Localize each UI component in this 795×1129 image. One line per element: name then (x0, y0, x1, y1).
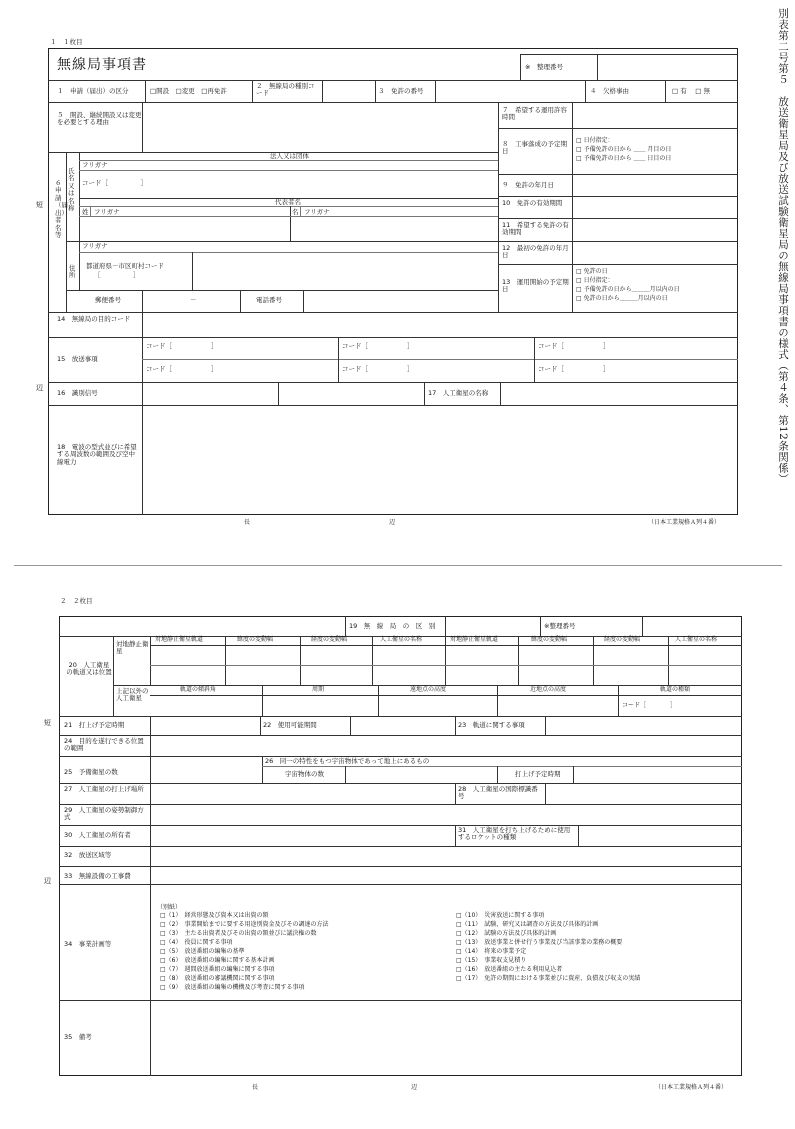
item26-label: 26 同一の特性をもつ宇宙物体であって地上にあるもの (265, 757, 430, 765)
plan-item-6[interactable]: □（6） 放送番組の編集に関する基本計画 (160, 957, 275, 964)
item13-opt-1[interactable]: □ 免許の日 (576, 268, 608, 275)
item19-label: 19 無 線 局 の 区 別 (349, 622, 436, 630)
page1-foot-std: （日本工業規格Ａ列４番） (648, 519, 721, 526)
plan-item-1[interactable]: □（1） 経営形態及び資本又は出資の額 (160, 912, 269, 919)
item16-label: 16 識別信号 (57, 389, 98, 397)
plan-item-2[interactable]: □（2） 事業開始までに要する用途別資金及びその調達の方法 (160, 921, 329, 928)
rep-label: 代表者名 (275, 198, 301, 206)
corp-furigana: フリガナ (82, 161, 108, 169)
item13-opt-3[interactable]: □ 予備免許の日から＿＿＿月以内の日 (576, 286, 680, 293)
item5-label: ５ 開設、継続開設又は変更を必要とする理由 (57, 111, 142, 127)
item15-code-6[interactable]: コード［ ］ (538, 365, 610, 373)
geo-col-1: 対地静止衛星軌道 (155, 636, 204, 643)
space-count-label: 宇宙物体の数 (285, 770, 324, 778)
plan-item-16[interactable]: □（16） 放送番組の主たる利用見込者 (456, 966, 563, 973)
item4-options[interactable]: □ 有 □ 無 (672, 87, 710, 95)
page1-form (48, 48, 738, 515)
plan-item-9[interactable]: □（9） 放送番組の編集の機構及び考査に関する事項 (160, 984, 305, 991)
item13-opt-4[interactable]: □ 免許の日から＿＿＿月以内の日 (576, 295, 668, 302)
postal-dash: － (190, 296, 197, 304)
item7-label: ７ 希望する運用許容時間 (502, 106, 567, 122)
addr-label: 住所 (69, 264, 76, 280)
nongeo-col-2: 周期 (312, 686, 325, 693)
item6-name-label: 氏名又は名称 (68, 167, 75, 213)
page1-side-short: 短 (36, 201, 43, 209)
item15-code-1[interactable]: コード［ ］ (146, 342, 218, 350)
geo-col-6: 緯度の変動幅 (531, 636, 568, 643)
item35-label: 35 備考 (64, 1033, 92, 1041)
plan-item-8[interactable]: □（8） 放送番組の審議機関に関する事項 (160, 975, 275, 982)
page1-sheet-label: １ １枚目 (50, 38, 83, 46)
geo-label: 対地静止衛星 (116, 640, 149, 656)
item8-opt-1[interactable]: □ 日付指定： (576, 137, 614, 144)
plan-item-10[interactable]: □（10） 災害放送に関する事項 (456, 912, 545, 919)
corp-label: 法人又は団体 (270, 152, 309, 160)
plan-item-15[interactable]: □（15） 事業収支見積り (456, 957, 527, 964)
plan-item-11[interactable]: □（11） 試験、研究又は調査の方法及び具体的計画 (456, 921, 599, 928)
nongeo-label: 上記以外の人工衛星 (116, 687, 149, 703)
phone-label: 電話番号 (256, 296, 282, 304)
plan-item-4[interactable]: □（4） 役員に関する事項 (160, 939, 233, 946)
item23-label: 23 軌道に関する事項 (458, 721, 525, 729)
plan-item-14[interactable]: □（14） 将来の事業予定 (456, 948, 527, 955)
page2-side-short: 短 (44, 719, 51, 727)
page1-foot-edge: 辺 (389, 519, 396, 526)
item1-label: １ 申請（届出）の区分 (57, 87, 129, 95)
item30-label: 30 人工衛星の所有者 (64, 831, 131, 839)
item34-label: 34 事業計画等 (64, 940, 112, 948)
item3-label: ３ 免許の番号 (378, 87, 424, 95)
plan-item-13[interactable]: □（13） 放送事業と併せ行う事業及び当該事業の業務の概要 (456, 939, 623, 946)
nongeo-col-4: 近地点の高度 (530, 686, 567, 693)
item14-label: 14 無線局の目的コード (57, 315, 131, 323)
page2-side-edge: 辺 (44, 877, 51, 885)
nongeo-col-3: 遠地点の高度 (410, 686, 447, 693)
item2-label: ２ 無線局の種別コード (256, 82, 315, 98)
rep-mei: 名 (292, 208, 299, 216)
page2-foot-edge: 辺 (411, 1084, 418, 1091)
page1-foot-long: 長 (244, 519, 251, 526)
plan-item-17[interactable]: □（17） 免許の期間における事業並びに資産、負債及び収支の実績 (456, 975, 641, 982)
geo-col-7: 経度の変動幅 (604, 636, 641, 643)
plan-item-3[interactable]: □（3） 主たる出資者及びその出資の額並びに議決権の数 (160, 930, 317, 937)
item15-code-5[interactable]: コード［ ］ (342, 365, 414, 373)
item10-label: 10 免許の有効期間 (502, 199, 563, 207)
geo-col-8: 人工衛星の名称 (675, 636, 718, 643)
page2-foot-std: （日本工業規格Ａ列４番） (655, 1084, 728, 1091)
geo-col-3: 経度の変動幅 (311, 636, 348, 643)
pref-code-label: 都道府県－市区町村コード (86, 262, 164, 270)
item29-label: 29 人工衛星の姿勢制御方式 (64, 806, 144, 822)
plan-item-5[interactable]: □（5） 放送番組の編集の基準 (160, 948, 245, 955)
plan-item-7[interactable]: □（7） 週間放送番組の編集に関する事項 (160, 966, 275, 973)
item8-opt-2[interactable]: □ 予備免許の日から ＿＿ 月目の日 (576, 146, 672, 153)
geo-col-5: 対地静止衛星軌道 (450, 636, 499, 643)
item8-label: ８ 工事落成の予定期日 (502, 140, 567, 156)
page2-mgmt-label: ※整理番号 (544, 622, 576, 630)
item24-label: 24 目的を遂行できる位置の範囲 (64, 737, 144, 753)
rep-mei-furigana: フリガナ (304, 208, 330, 216)
item4-label: ４ 欠格事由 (590, 87, 629, 95)
page2-sheet-label: ２ ２枚目 (60, 597, 93, 605)
item13-label: 13 運用開始の予定期日 (502, 278, 569, 294)
side-title: 別表第二号第５ 放送衛星局及び放送試験衛星局の無線局事項書の様式（第４条、第12条関係） (777, 8, 789, 485)
annex-label: （別紙） (157, 904, 182, 911)
item13-opt-2[interactable]: □ 日付指定： (576, 277, 614, 284)
item8-opt-3[interactable]: □ 予備免許の日から ＿＿ 日目の日 (576, 155, 672, 162)
rep-sei-furigana: フリガナ (94, 208, 120, 216)
nongeo-col-5: 軌道の種類 (660, 686, 691, 693)
item1-options[interactable]: □開設 □変更 □再免許 (150, 87, 227, 95)
plan-item-12[interactable]: □（12） 試験の方法及び具体的計画 (456, 930, 557, 937)
rep-sei: 姓 (82, 208, 89, 216)
item9-label: ９ 免許の年月日 (502, 181, 554, 189)
pref-code-bracket[interactable]: ［ ］ (94, 271, 140, 279)
postal-label: 郵便番号 (95, 296, 121, 304)
geo-col-2: 緯度の変動幅 (237, 636, 274, 643)
item28-label: 28 人工衛星の国際標識番号 (458, 785, 538, 801)
item25-label: 25 予備衛星の数 (64, 768, 118, 776)
page1-title: 無線局事項書 (57, 57, 147, 73)
item15-code-3[interactable]: コード［ ］ (538, 342, 610, 350)
item15-code-2[interactable]: コード［ ］ (342, 342, 414, 350)
item22-label: 22 使用可能期間 (263, 721, 317, 729)
item15-label: 15 放送事項 (57, 355, 98, 363)
item27-label: 27 人工衛星の打上げ場所 (64, 785, 144, 793)
corp-code[interactable]: コード［ ］ (82, 179, 147, 187)
addr-furigana: フリガナ (82, 242, 108, 250)
item18-label: 18 電波の型式並びに希望する周波数の範囲及び空中線電力 (57, 443, 137, 466)
item33-label: 33 無線設備の工事費 (64, 872, 131, 880)
item17-label: 17 人工衛星の名称 (428, 389, 489, 397)
item12-label: 12 最初の免許の年月日 (502, 244, 569, 260)
item6-label: ６ 申請（届出）者名等 (55, 179, 68, 240)
item11-label: 11 希望する免許の有効期間 (502, 221, 569, 237)
nongeo-col-1: 軌道の傾斜角 (180, 686, 217, 693)
item31-label: 31 人工衛星を打ち上げるために使用するロケットの種類 (458, 826, 571, 842)
side-title-area (773, 0, 795, 590)
page2-foot-long: 長 (252, 1084, 259, 1091)
page1-side-edge: 辺 (36, 384, 43, 392)
page1-mgmt-label: ※ 整理番号 (525, 63, 563, 71)
item20-label: 20 人工衛星の軌道又は位置 (66, 661, 112, 677)
page-separator (14, 565, 782, 566)
item21-label: 21 打上げ予定時期 (64, 721, 125, 729)
item15-code-4[interactable]: コード［ ］ (146, 365, 218, 373)
nongeo-code[interactable]: コード［ ］ (622, 702, 677, 709)
item32-label: 32 放送区域等 (64, 851, 112, 859)
geo-col-4: 人工衛星の名称 (380, 636, 423, 643)
launch-time-label: 打上げ予定時期 (515, 770, 561, 778)
